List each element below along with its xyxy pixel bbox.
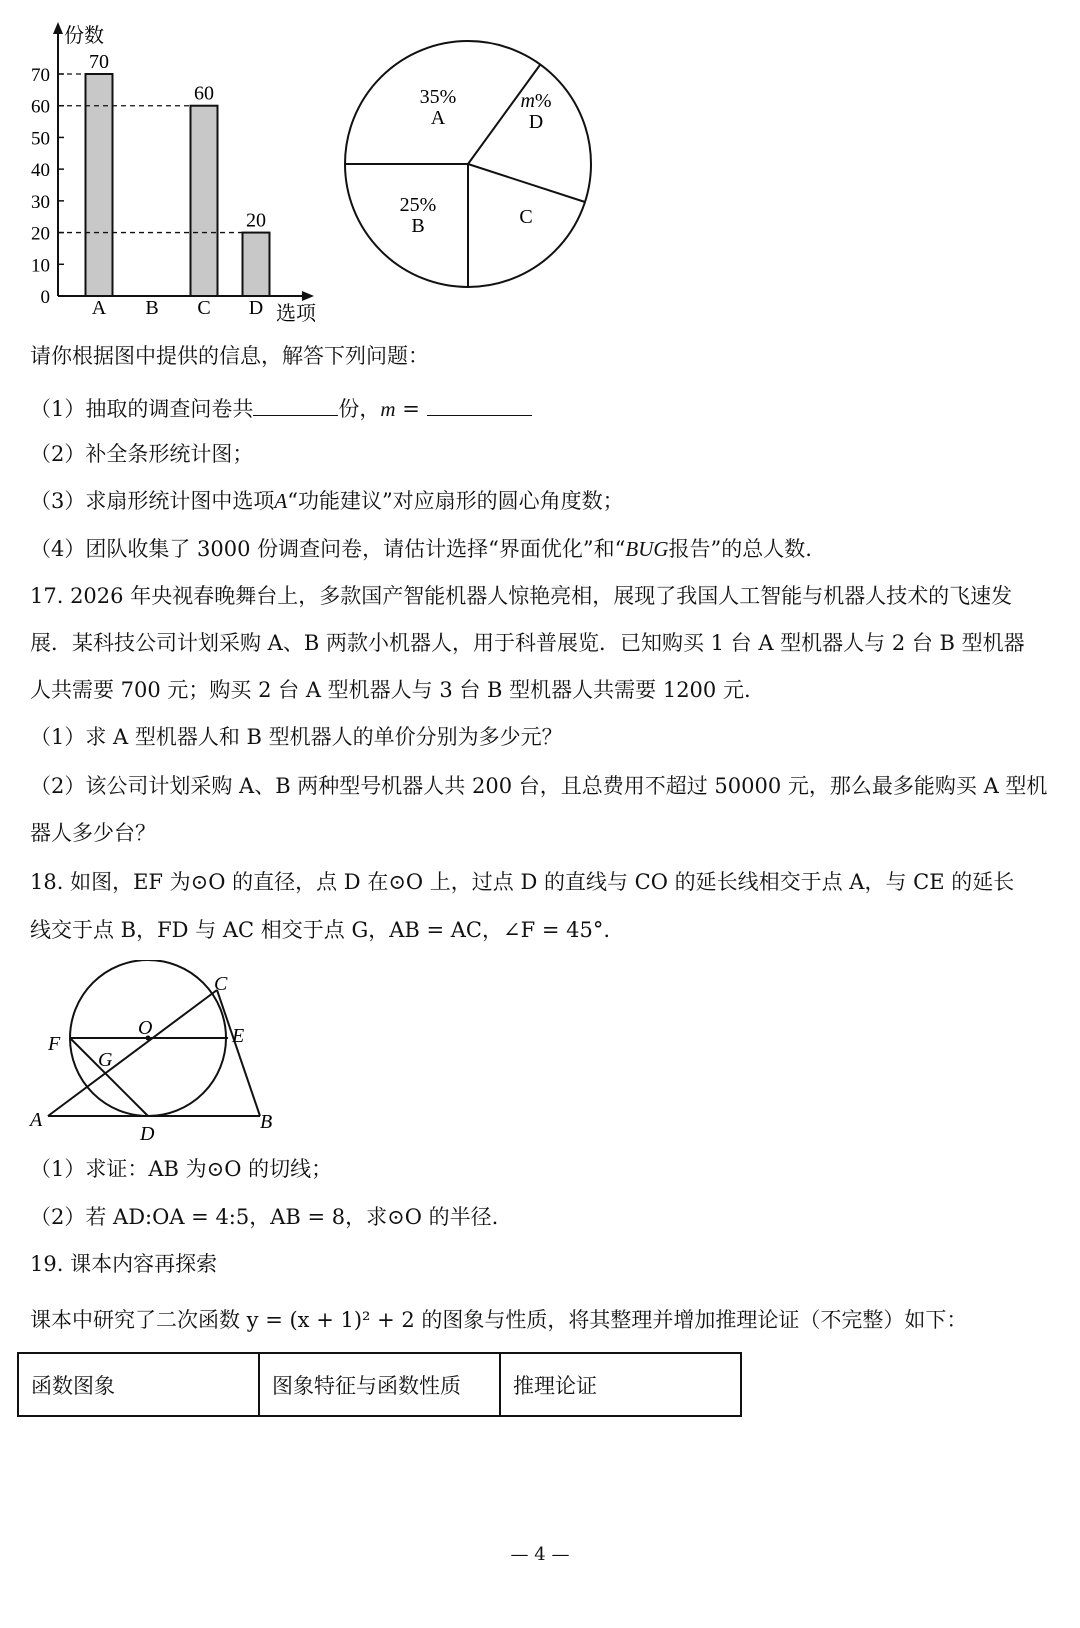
q16-part3 (30, 487, 624, 515)
q17-part2-line1: （2）该公司计划采购 A、B 两种型号机器人共 200 台，且总费用不超过 50000 元，那么最多能购买 A 型机 (30, 774, 1048, 798)
q19-intro: 课本中研究了二次函数 y = (x + 1)² + 2 的图象与性质，将其整理并增加推理论证（不完整）如下： (30, 1308, 968, 1332)
page-number: — 4 — (510, 1544, 570, 1565)
pie-slice-percent-B: 25% (399, 194, 437, 216)
q16-part4-text-a: （4）团队收集了 3000 份调查问卷，请估计选择“界面优化”和“ (30, 537, 626, 561)
point-label-F: F (48, 1033, 61, 1055)
geometry-figure (20, 960, 290, 1150)
bar-C (191, 106, 218, 296)
q17-part1: （1）求 A 型机器人和 B 型机器人的单价分别为多少元？ (30, 725, 563, 749)
table-header-cell: 图象特征与函数性质 (259, 1353, 500, 1416)
x-tick-label: B (145, 297, 159, 319)
q19-table (17, 1352, 742, 1417)
y-axis-arrow (53, 22, 63, 34)
q19-title: 19. 课本内容再探索 (30, 1252, 218, 1276)
bar-chart (0, 0, 340, 330)
point-label-G: G (98, 1049, 113, 1071)
pie-slice-boundary (468, 164, 585, 202)
point-label-B: B (260, 1111, 273, 1133)
q18-part2: （2）若 AD:OA = 4:5，AB = 8，求⊙O 的半径. (30, 1205, 499, 1229)
q16-part1-eq: = (395, 397, 427, 421)
pie-chart (330, 25, 610, 305)
q18-line2: 线交于点 B，FD 与 AC 相交于点 G，AB = AC，∠F = 45°. (30, 918, 611, 942)
q16-part4 (30, 535, 812, 563)
q17-part2-line2: 器人多少台？ (30, 821, 156, 845)
bar-D (243, 233, 270, 296)
q18-part1: （1）求证：AB 为⊙O 的切线； (30, 1157, 333, 1181)
q17-line2: 展．某科技公司计划采购 A、B 两款小机器人，用于科普展览．已知购买 1 台 A 型机器人与 2 台 B 型机器 (30, 631, 1025, 655)
pie-slice-percent-A: 35% (419, 86, 457, 108)
point-label-A: A (30, 1109, 43, 1131)
q16-part1-text-b: 份， (338, 397, 381, 421)
q16-intro: 请你根据图中提供的信息，解答下列问题： (30, 344, 429, 368)
segment-ac (48, 990, 217, 1116)
x-tick-label: A (91, 297, 107, 319)
segment-bc (217, 990, 260, 1116)
q16-part1 (30, 393, 532, 423)
point-label-E: E (232, 1025, 245, 1047)
x-axis-label: 选项 (276, 303, 316, 325)
q16-part2: （2）补全条形统计图； (30, 442, 254, 466)
bar-value-label: 60 (194, 82, 214, 105)
bar-value-label: 20 (246, 209, 266, 232)
y-tick-label: 10 (31, 255, 50, 277)
q16-var-m: m (380, 397, 396, 421)
q16-part1-text-a: （1）抽取的调查问卷共 (30, 397, 254, 421)
x-tick-label: D (248, 297, 264, 319)
y-tick-label: 50 (31, 128, 50, 150)
q16-part4-var: BUG (625, 537, 669, 561)
x-axis-arrow (302, 291, 314, 301)
table-row (18, 1353, 741, 1416)
pie-slice-label-C: C (519, 206, 533, 228)
q16-part3-var: A (274, 489, 288, 513)
bar-value-label: 70 (89, 51, 109, 73)
y-tick-label: 70 (31, 65, 50, 86)
pie-slice-label-D: D (528, 111, 544, 133)
q16-part4-text-b: 报告”的总人数. (668, 537, 812, 561)
table-header-cell: 推理论证 (500, 1353, 741, 1416)
y-axis-label: 份数 (64, 25, 104, 47)
q16-part3-text-a: （3）求扇形统计图中选项 (30, 489, 275, 513)
q17-line1: 17. 2026 年央视春晚舞台上，多款国产智能机器人惊艳亮相，展现了我国人工智能与机器人技术的飞速发 (30, 584, 1013, 608)
pie-slice-percent-D: m% (520, 90, 552, 112)
y-tick-label: 40 (31, 160, 50, 182)
point-label-D: D (140, 1123, 155, 1145)
y-tick-label: 20 (31, 223, 50, 245)
y-tick-label: 60 (31, 96, 50, 118)
point-label-O: O (138, 1017, 153, 1039)
pie-slice-label-A: A (430, 107, 446, 129)
q16-part3-text-b: “功能建议”对应扇形的圆心角度数； (287, 489, 624, 513)
q18-line1: 18. 如图，EF 为⊙O 的直径，点 D 在⊙O 上，过点 D 的直线与 CO 的延长线相交于点 A，与 CE 的延长 (30, 870, 1015, 894)
bar-A (86, 74, 113, 296)
x-tick-label: C (197, 297, 211, 319)
table-header-cell: 函数图象 (18, 1353, 259, 1416)
y-tick-label: 30 (31, 191, 50, 213)
q16-blank-count[interactable] (253, 393, 338, 416)
point-label-C: C (214, 973, 228, 995)
y-tick-label: 0 (40, 287, 50, 308)
q17-line3: 人共需要 700 元；购买 2 台 A 型机器人与 3 台 B 型机器人共需要 1200 元. (30, 678, 751, 702)
q16-blank-m[interactable] (427, 393, 532, 416)
pie-slice-label-B: B (411, 215, 425, 237)
